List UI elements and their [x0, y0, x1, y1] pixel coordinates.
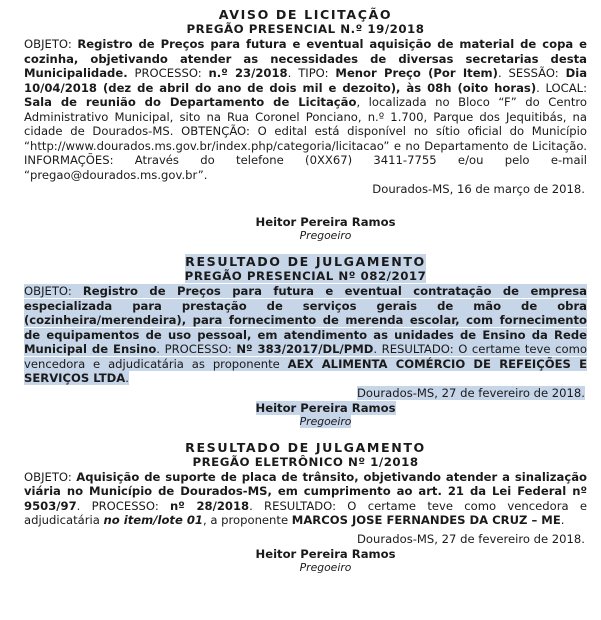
resultado-julgamento-section-1 — [24, 255, 587, 428]
resultado1-role: Pregoeiro — [299, 414, 352, 428]
proponente-text: , a proponente — [203, 513, 292, 527]
resultado2-title: RESULTADO DE JULGAMENTO — [185, 439, 426, 455]
tipo-label: . TIPO: — [287, 66, 336, 80]
resultado1-date: Dourados-MS, 27 de fevereiro de 2018. — [357, 385, 585, 400]
objeto-label: OBJETO: — [24, 37, 78, 51]
aviso-date: Dourados-MS, 16 de março de 2018. — [372, 182, 585, 196]
resultado1-title: RESULTADO DE JULGAMENTO — [185, 254, 426, 269]
aviso-signer: Heitor Pereira Ramos — [255, 215, 396, 229]
resultado1-signer: Heitor Pereira Ramos — [255, 400, 396, 415]
aviso-title: AVISO DE LICITAÇÃO — [218, 7, 393, 22]
winner-name: MARCOS JOSE FERNANDES DA CRUZ – ME — [291, 513, 561, 527]
processo-value: Nº 383/2017/DL/PMD — [236, 342, 374, 356]
objeto-label: OBJETO: — [24, 469, 77, 484]
resultado-text: . RESULTADO: O certame teve como vencedora e adjudicatária as proponente — [24, 342, 588, 371]
resultado2-signer: Heitor Pereira Ramos — [255, 546, 396, 561]
aviso-role: Pregoeiro — [299, 229, 352, 242]
resultado2-subtitle: PREGÃO ELETRÔNICO Nº 1/2018 — [192, 454, 419, 469]
resultado2-role: Pregoeiro — [299, 560, 352, 574]
objeto-text: Aquisição de suporte de placa de trânsito, objetivando atender a sinalização viária no Município de Dourados-MS, em cumprimento ao art. 21 da Lei Federal nº 9503/97 — [24, 469, 587, 513]
tipo-value: Menor Preço (Por Item) — [335, 66, 498, 80]
sentence-end: . — [125, 371, 129, 385]
processo-label: PROCESSO: — [127, 66, 209, 80]
objeto-label: OBJETO: — [24, 284, 83, 298]
processo-value: nº 28/2018 — [170, 498, 250, 513]
aviso-licitacao-section — [24, 8, 587, 242]
winner-name: AEX ALIMENTA COMÉRCIO DE REFEIÇÕES E SERVIÇOS LTDA — [24, 356, 587, 385]
sentence-end: . — [560, 513, 565, 527]
lote-item: no item/lote 01 — [103, 513, 203, 527]
resultado-text: . RESULTADO: O certame teve como vencedora e adjudicatária — [24, 498, 587, 527]
processo-label: . PROCESSO: — [76, 498, 171, 513]
resultado1-body — [24, 284, 587, 386]
sessao-label: . SESSÃO: — [497, 66, 566, 80]
aviso-body — [24, 37, 587, 182]
resultado-julgamento-section-2 — [24, 441, 587, 574]
local-rest: , localizada no Bloco “F” do Centro Administrativo Municipal, sito na Rua Coronel Ponciano, n.º 1.700, Parque dos Jequitibás, na cidade de Dourados-MS. OBTENÇÃO: O edital está disponível no sítio oficial do Município “http://www.dourados.ms.gov.br/index.php/categoria/licitacao” e no Departamento de Licitação. INFORMAÇÕES: Através do telefone (0XX67) 3411-7755 e/ou pelo e-mail “pregao@dourados.ms.gov.br”. — [24, 95, 588, 182]
processo-value: n.º 23/2018 — [208, 66, 288, 80]
objeto-text: Registro de Preços para futura e eventual aquisição de material de copa e cozinha, objetivando atender as necessidades de diversas secretarias desta Municipalidade. — [24, 37, 588, 80]
resultado2-date: Dourados-MS, 27 de fevereiro de 2018. — [357, 531, 585, 546]
local-value: Sala de reunião do Departamento de Licitação — [24, 95, 357, 109]
resultado1-subtitle: PREGÃO PRESENCIAL Nº 082/2017 — [184, 269, 427, 283]
objeto-text: Registro de Preços para futura e eventual contratação de empresa especializada para prestação de serviços gerais de mão de obra (cozinheira/merendeira), para fornecimento de merenda escolar, com fornecimento de equipamentos de uso pessoal, em atendimento as unidades de Ensino da Rede Municipal de Ensino — [24, 284, 587, 356]
resultado2-body — [24, 470, 587, 528]
processo-label: . PROCESSO: — [156, 342, 237, 356]
local-label: . LOCAL: — [536, 80, 588, 95]
aviso-subtitle: PREGÃO PRESENCIAL N.º 19/2018 — [186, 22, 425, 36]
sessao-value: Dia 10/04/2018 (dez de abril do ano de dois mil e dezoito), às 08h (oito horas) — [24, 66, 588, 95]
